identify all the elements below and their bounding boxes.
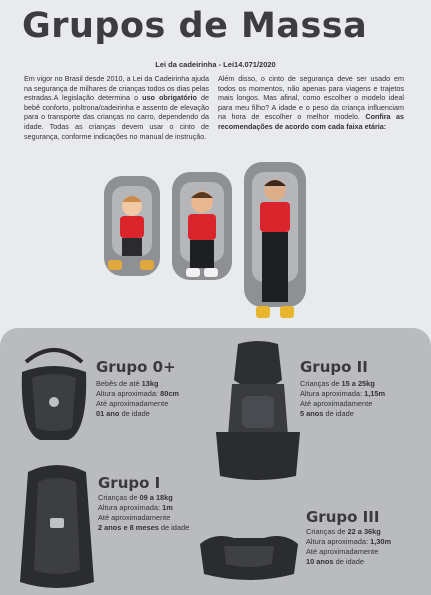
group-1-height-value: 1m — [162, 503, 173, 512]
intro-left-bold: uso obrigatório — [142, 93, 197, 103]
group-3-age — [306, 557, 364, 566]
group-1-age-label: de idade — [158, 523, 190, 532]
group-0-age-value: 01 ano — [96, 409, 120, 418]
child-seat-small — [104, 176, 160, 276]
group-2-age-value: 5 anos — [300, 409, 324, 418]
group-1-weight-value: 09 a 18kg — [139, 493, 173, 502]
group-3-weight — [306, 527, 381, 536]
product-panel — [0, 328, 431, 595]
group-3-height-label: Altura aproximada: — [306, 537, 371, 546]
group-1-age-prefix: Até aproximadamente — [98, 513, 171, 522]
intro-right-text: Além disso, o cinto de segurança deve ser usado em todos os momentos, não apenas para viagens e trajetos mais longos. Mas afinal, como escolher o modelo ideal para meu filho? A idade e o peso da criança influenciam na hora de escolher o melhor modelo. — [218, 74, 404, 122]
group-3-age-value: 10 anos — [306, 557, 334, 566]
group-2-age-label: de idade — [323, 409, 354, 418]
group-2-weight-label: Crianças de — [300, 379, 342, 388]
group-0-title: Grupo 0+ — [96, 358, 176, 376]
group-3-height-value: 1,30m — [370, 537, 392, 546]
intro-left-paragraph — [24, 74, 209, 141]
group-2-age — [300, 409, 354, 418]
child-seat-large — [244, 162, 306, 318]
group-1-height-label: Altura aproximada: — [98, 503, 163, 512]
group-2-height — [300, 389, 385, 398]
group-3-age-prefix: Até aproximadamente — [306, 547, 379, 556]
intro-right-paragraph — [218, 74, 404, 132]
booster-cushion-image — [194, 524, 304, 588]
group-1-age-value: 2 anos e 8 meses — [98, 523, 159, 532]
group-0-age — [96, 409, 150, 418]
group-0-age-label: de idade — [119, 409, 150, 418]
convertible-seat-image — [14, 462, 100, 592]
group-3-age-label: de idade — [333, 557, 364, 566]
intro-left-text-b: de bebê conforto, poltrona/cadeirinha e assento de elevação para o transporte das crianças no carro, dependendo da idade. Todas as crianças devem usar o cinto de segurança, conforme indicações no manual de instrução. — [24, 93, 209, 141]
infant-carrier-image — [16, 342, 92, 444]
group-1-weight-label: Crianças de — [98, 493, 140, 502]
group-3-weight-label: Crianças de — [306, 527, 348, 536]
high-back-booster-image — [212, 340, 304, 486]
group-0-weight — [96, 379, 158, 388]
group-2-height-label: Altura aproximada: — [300, 389, 365, 398]
group-1-weight — [98, 493, 173, 502]
group-0-weight-label: Bebês de até — [96, 379, 142, 388]
group-1-age — [98, 523, 189, 532]
group-1-height — [98, 503, 173, 512]
group-0-height-label: Altura aproximada: — [96, 389, 161, 398]
group-0-height-value: 80cm — [160, 389, 179, 398]
group-2-age-prefix: Até aproximadamente — [300, 399, 373, 408]
group-2-title: Grupo II — [300, 358, 368, 376]
group-3-title: Grupo III — [306, 508, 380, 526]
group-2-height-value: 1,15m — [364, 389, 386, 398]
group-0-age-prefix: Até aproximadamente — [96, 399, 169, 408]
group-3-height — [306, 537, 391, 546]
group-2-weight-value: 15 a 25kg — [341, 379, 375, 388]
intro-left-text-a: Em vigor no Brasil desde 2010, a Lei da Cadeirinha ajuda na segurança de milhares de crianças todos os dias pelas estradas.A legislação determina o — [24, 74, 209, 103]
intro-right-bold: Confira as recomendações de acordo com cada faixa etária: — [218, 112, 404, 131]
children-car-seats-photo — [100, 160, 310, 330]
group-0-height — [96, 389, 179, 398]
group-0-weight-value: 13kg — [141, 379, 159, 388]
group-2-weight — [300, 379, 375, 388]
page-subtitle: Lei da cadeirinha - Lei14.071/2020 — [155, 60, 276, 69]
group-3-weight-value: 22 a 36kg — [347, 527, 381, 536]
child-seat-medium — [172, 172, 232, 280]
group-1-title: Grupo I — [98, 474, 161, 492]
page-title: Grupos de Massa — [22, 6, 368, 46]
